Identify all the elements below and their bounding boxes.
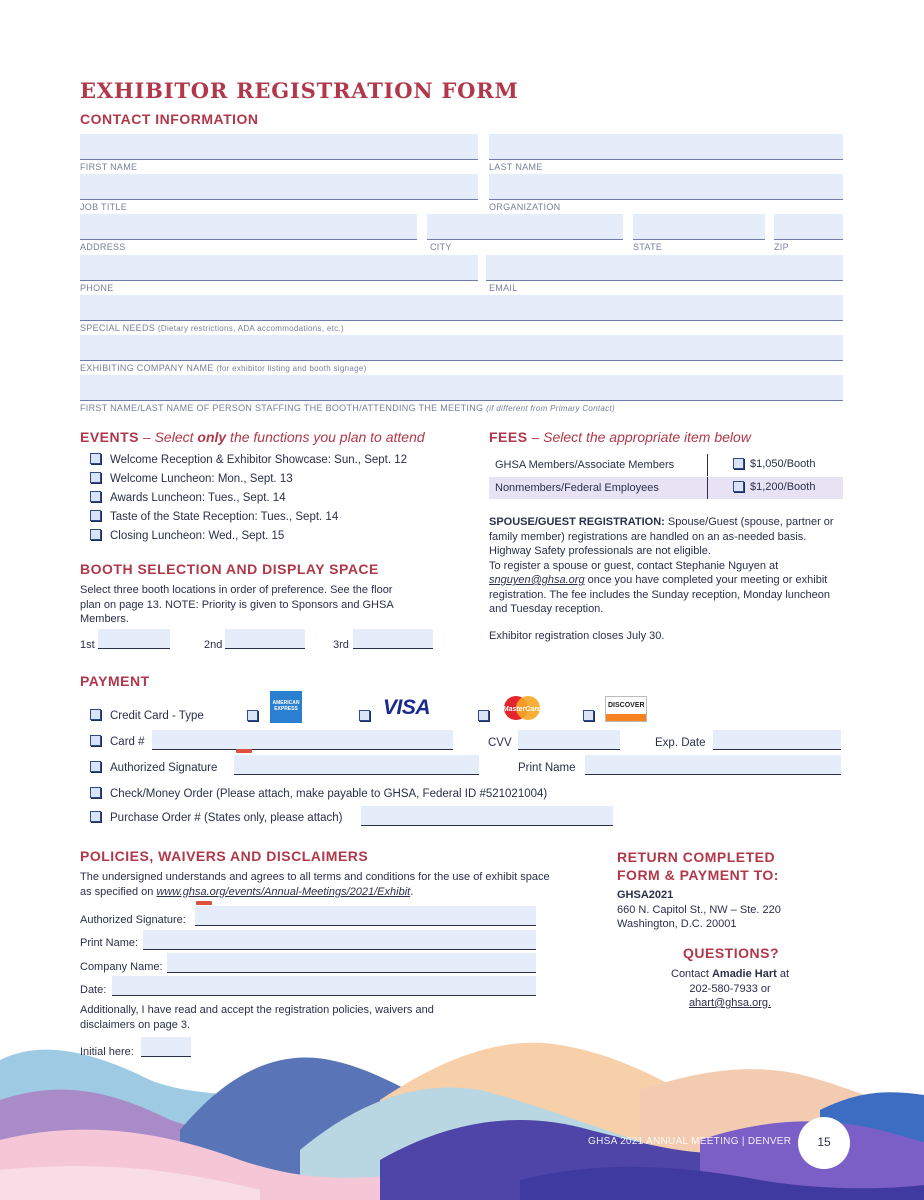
last-name-label: LAST NAME: [489, 162, 543, 172]
checkbox[interactable]: [90, 472, 101, 483]
event-item[interactable]: Closing Luncheon: Wed., Sept. 15: [90, 530, 284, 542]
policy-print-name-input[interactable]: [143, 930, 536, 950]
purchase-order-option[interactable]: Purchase Order # (States only, please attach): [90, 812, 342, 824]
contact-email-link[interactable]: ahart@ghsa.org.: [688, 997, 772, 1009]
phone-field[interactable]: [80, 255, 478, 295]
first-name-field[interactable]: [80, 134, 478, 174]
purchase-order-input[interactable]: [361, 806, 613, 826]
exhibit-url-link[interactable]: www.ghsa.org/events/Annual-Meetings/2021/Exhibit: [156, 885, 411, 898]
checkbox[interactable]: [90, 529, 101, 540]
policy-company-name-input[interactable]: [167, 953, 536, 973]
spouse-email-link[interactable]: snguyen@ghsa.org: [489, 574, 585, 586]
staffing-person-label: FIRST NAME/LAST NAME OF PERSON STAFFING THE BOOTH/ATTENDING THE MEETING (if different from Primary Contact): [80, 403, 615, 413]
booth-third-input[interactable]: [353, 629, 433, 649]
checkbox[interactable]: [90, 510, 101, 521]
booth-text: Select three booth locations in order of preference. See the floor plan on page 13. NOTE: Priority is given to Sponsors and GHSA Members.: [80, 584, 394, 625]
policy-date-input[interactable]: [112, 976, 536, 996]
card-number-input[interactable]: [152, 730, 453, 750]
checkbox[interactable]: [90, 735, 101, 746]
checkbox[interactable]: [90, 709, 101, 720]
booth-second-input[interactable]: [225, 629, 305, 649]
visa-logo-icon: VISA: [383, 696, 431, 719]
email-field[interactable]: [486, 255, 843, 295]
policies-additionally: Additionally, I have read and accept the registration policies, waivers and disclaimers on page 3.: [80, 1004, 434, 1031]
booth-third-label: 3rd: [333, 639, 349, 651]
amex-checkbox[interactable]: [247, 710, 258, 721]
first-name-label: FIRST NAME: [80, 162, 138, 172]
sign-here-flag-icon: [236, 749, 252, 753]
sign-here-flag-icon: [196, 901, 212, 905]
checkbox[interactable]: [90, 787, 101, 798]
visa-checkbox[interactable]: [359, 710, 370, 721]
policies-text: The undersigned understands and agrees to all terms and conditions for the use of exhibit space as specified on www.ghsa.org/events/Annual-Meetings/2021/Exhibit.: [80, 871, 550, 898]
credit-card-type-option[interactable]: Credit Card - Type: [90, 710, 204, 722]
special-needs-field[interactable]: [80, 295, 843, 335]
cvv-label: CVV: [488, 737, 512, 749]
form-title: EXHIBITOR REGISTRATION FORM: [80, 78, 519, 103]
amex-logo-icon: AMERICAN EXPRESS: [270, 691, 302, 723]
checkbox[interactable]: [90, 761, 101, 772]
job-title-field[interactable]: [80, 174, 478, 214]
fees-heading: FEES – Select the appropriate item below: [489, 429, 751, 445]
fee-row[interactable]: GHSA Members/Associate Members $1,050/Booth: [489, 454, 843, 476]
job-title-label: JOB TITLE: [80, 202, 128, 212]
authorized-signature-option[interactable]: Authorized Signature: [90, 762, 217, 774]
policy-date-label: Date:: [80, 984, 107, 996]
address-label: ADDRESS: [80, 242, 126, 252]
exhibiting-company-field[interactable]: [80, 335, 843, 375]
return-address: GHSA2021 660 N. Capitol St., NW – Ste. 220 Washington, D.C. 20001: [617, 889, 781, 930]
booth-heading: BOOTH SELECTION AND DISPLAY SPACE: [80, 561, 379, 577]
city-field[interactable]: [427, 214, 623, 254]
cvv-input[interactable]: [518, 730, 620, 750]
policy-company-name-label: Company Name:: [80, 961, 163, 973]
footer-text: GHSA 2021 ANNUAL MEETING | DENVER: [588, 1136, 792, 1147]
payment-print-name-label: Print Name: [518, 762, 576, 774]
exp-date-input[interactable]: [713, 730, 841, 750]
fee-row[interactable]: Nonmembers/Federal Employees $1,200/Booth: [489, 477, 843, 499]
spouse-guest-text: SPOUSE/GUEST REGISTRATION: Spouse/Guest (spouse, partner or family member) registrations are handled on an as-needed basis. Highway Safety professionals are not eligible. To register a spouse or guest, contact Stephanie Nguyen at snguyen@ghsa.org once you have completed your meeting or exhibit registration. The fee includes the Sunday reception, Monday luncheon and Tuesday reception.: [489, 516, 834, 615]
payment-print-name-input[interactable]: [585, 755, 841, 775]
checkbox[interactable]: [90, 453, 101, 464]
checkbox[interactable]: [90, 811, 101, 822]
phone-label: PHONE: [80, 283, 114, 293]
payment-heading: PAYMENT: [80, 673, 150, 689]
staffing-person-field[interactable]: [80, 375, 843, 415]
policies-heading: POLICIES, WAIVERS AND DISCLAIMERS: [80, 848, 369, 864]
zip-field[interactable]: [774, 214, 843, 254]
discover-checkbox[interactable]: [583, 710, 594, 721]
registration-closing: Exhibitor registration closes July 30.: [489, 630, 665, 642]
payment-signature-input[interactable]: [234, 755, 479, 775]
special-needs-label: SPECIAL NEEDS (Dietary restrictions, ADA accommodations, etc.): [80, 323, 344, 333]
zip-label: ZIP: [774, 242, 789, 252]
event-item[interactable]: Taste of the State Reception: Tues., Sept. 14: [90, 511, 338, 523]
event-item[interactable]: Welcome Reception & Exhibitor Showcase: Sun., Sept. 12: [90, 454, 407, 466]
organization-label: ORGANIZATION: [489, 202, 561, 212]
policy-signature-input[interactable]: [195, 906, 536, 926]
return-heading: RETURN COMPLETED FORM & PAYMENT TO:: [617, 849, 779, 883]
initial-input[interactable]: [141, 1037, 191, 1057]
contact-heading: CONTACT INFORMATION: [80, 111, 259, 127]
events-heading: EVENTS – Select only the functions you plan to attend: [80, 429, 425, 445]
last-name-field[interactable]: [489, 134, 843, 174]
policy-print-name-label: Print Name:: [80, 937, 139, 949]
mastercard-logo-icon: [501, 694, 543, 722]
booth-first-label: 1st: [80, 639, 95, 651]
card-number-option[interactable]: Card #: [90, 736, 145, 748]
organization-field[interactable]: [489, 174, 843, 214]
state-label: STATE: [633, 242, 663, 252]
policy-signature-label: Authorized Signature:: [80, 914, 186, 926]
event-item[interactable]: Welcome Luncheon: Mon., Sept. 13: [90, 473, 293, 485]
mountain-background: [0, 1030, 924, 1200]
event-item[interactable]: Awards Luncheon: Tues., Sept. 14: [90, 492, 286, 504]
page-number: 15: [817, 1135, 831, 1149]
exhibiting-company-label: EXHIBITING COMPANY NAME (for exhibitor listing and booth signage): [80, 363, 367, 373]
city-label: CITY: [430, 242, 452, 252]
exp-date-label: Exp. Date: [655, 737, 706, 749]
discover-logo-icon: DISCOVER: [605, 696, 647, 722]
state-field[interactable]: [633, 214, 765, 254]
svg-text:MasterCard: MasterCard: [502, 706, 542, 713]
check-money-order-option[interactable]: Check/Money Order (Please attach, make payable to GHSA, Federal ID #521021004): [90, 788, 547, 800]
questions-contact: Contact Amadie Hart at 202-580-7933 or ahart@ghsa.org.: [671, 968, 789, 1009]
checkbox[interactable]: [733, 481, 744, 492]
address-field[interactable]: [80, 214, 417, 254]
booth-first-input[interactable]: [98, 629, 170, 649]
booth-second-label: 2nd: [204, 639, 223, 651]
mastercard-checkbox[interactable]: [478, 710, 489, 721]
questions-heading: QUESTIONS?: [683, 945, 780, 961]
initial-label: Initial here:: [80, 1046, 134, 1058]
checkbox[interactable]: [733, 458, 744, 469]
checkbox[interactable]: [90, 491, 101, 502]
email-label: EMAIL: [489, 283, 518, 293]
